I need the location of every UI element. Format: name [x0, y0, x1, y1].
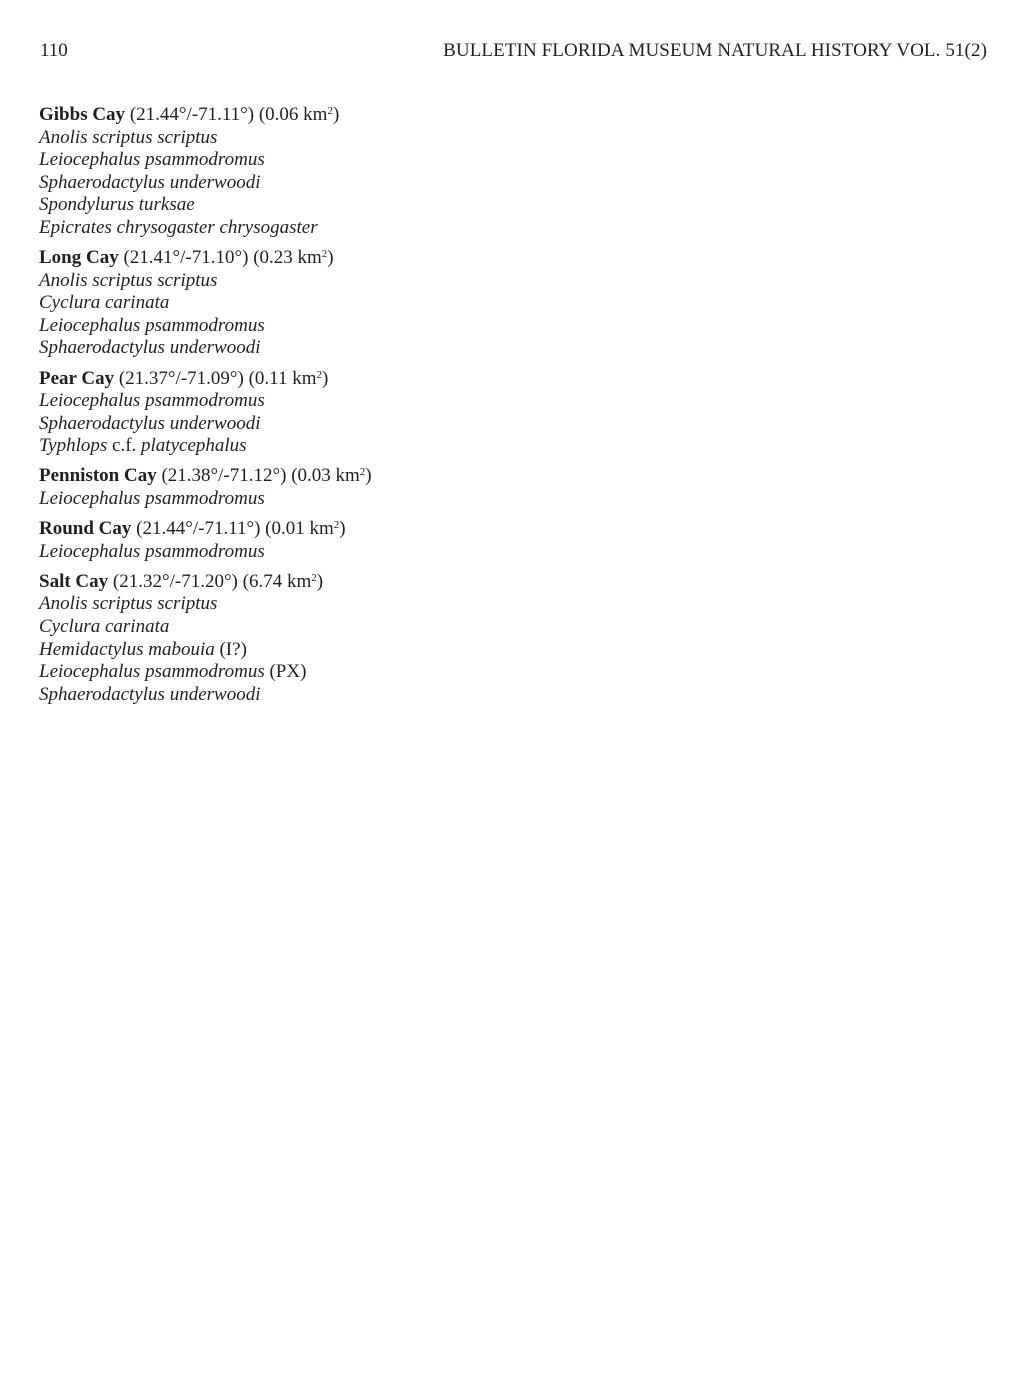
- species-item: [39, 217, 639, 240]
- species-name: Spondylurus turksae: [39, 194, 195, 216]
- species-item: [39, 661, 639, 684]
- species-item: [39, 639, 639, 662]
- area-value: (6.74 km: [242, 570, 312, 592]
- species-name: Leiocephalus psammodromus: [39, 149, 265, 171]
- island-area: [259, 104, 339, 125]
- species-item: [39, 413, 639, 436]
- area-superscript: 2: [311, 571, 317, 584]
- species-name: Sphaerodactylus underwoodi: [39, 337, 261, 359]
- island-entry: [39, 104, 639, 240]
- island-entry: [39, 518, 639, 563]
- island-coordinates: (21.32°/-71.20°): [112, 570, 238, 592]
- area-superscript: 2: [327, 105, 333, 117]
- island-heading: [39, 104, 639, 127]
- island-area: [253, 247, 333, 268]
- island-coordinates: (21.41°/-71.10°): [123, 247, 249, 269]
- island-heading: [39, 518, 639, 541]
- area-value: (0.03 km: [291, 465, 360, 487]
- species-item: [39, 435, 639, 458]
- species-item: [39, 292, 639, 315]
- area-value: (0.11 km: [248, 367, 317, 389]
- species-name: Sphaerodactylus underwoodi: [39, 171, 261, 193]
- species-item: [39, 315, 639, 338]
- species-item: [39, 541, 639, 564]
- species-name: Epicrates chrysogaster chrysogaster: [39, 216, 318, 238]
- island-coordinates: (21.37°/-71.09°): [118, 367, 244, 389]
- island-area: [249, 368, 329, 389]
- species-item: [39, 194, 639, 217]
- page-number: 110: [40, 40, 68, 61]
- island-name: Salt Cay: [39, 570, 109, 592]
- island-name: Long Cay: [39, 247, 119, 269]
- species-name: Anolis scriptus scriptus: [39, 593, 218, 615]
- species-name: Leiocephalus psammodromus: [39, 314, 265, 336]
- species-name: Cyclura carinata: [39, 615, 170, 637]
- island-coordinates: (21.44°/-71.11°): [129, 104, 255, 125]
- area-close: ): [327, 247, 334, 269]
- island-entry: [39, 368, 639, 458]
- island-area: [265, 518, 345, 539]
- species-item: [39, 270, 639, 293]
- island-name: Round Cay: [39, 518, 132, 540]
- island-entry: [39, 571, 639, 707]
- species-name: Leiocephalus psammodromus: [39, 390, 265, 412]
- island-area: [243, 571, 323, 592]
- species-item: [39, 337, 639, 360]
- island-entry: [39, 465, 639, 510]
- species-note: c.f.: [112, 435, 137, 457]
- species-item: [39, 488, 639, 511]
- area-close: ): [365, 465, 372, 487]
- area-close: ): [321, 367, 329, 389]
- island-heading: [39, 368, 639, 391]
- area-superscript: 2: [321, 248, 328, 261]
- species-item: [39, 684, 639, 707]
- island-heading: [39, 247, 639, 270]
- species-item: [39, 390, 639, 413]
- area-superscript: 2: [359, 466, 366, 479]
- island-name: Penniston Cay: [39, 465, 157, 487]
- species-name: Leiocephalus psammodromus: [39, 488, 265, 509]
- island-name: Pear Cay: [39, 367, 115, 389]
- species-name: Sphaerodactylus underwoodi: [39, 412, 261, 434]
- species-item: [39, 616, 639, 639]
- species-name: Hemidactylus mabouia: [39, 638, 215, 660]
- area-close: ): [332, 104, 340, 125]
- species-name: Leiocephalus psammodromus: [39, 661, 265, 683]
- island-area: [291, 465, 371, 486]
- species-name: Anolis scriptus scriptus: [39, 269, 218, 291]
- area-superscript: 2: [316, 368, 322, 381]
- species-name: Cyclura carinata: [39, 292, 170, 314]
- area-superscript: 2: [333, 519, 340, 532]
- area-close: ): [339, 518, 346, 540]
- page-header: [40, 39, 987, 63]
- island-coordinates: (21.44°/-71.11°): [136, 518, 261, 540]
- area-value: (0.06 km: [258, 104, 328, 125]
- species-item: [39, 172, 639, 195]
- species-name-epithet: platycephalus: [141, 435, 247, 457]
- island-coordinates: (21.38°/-71.12°): [161, 465, 287, 487]
- species-item: [39, 127, 639, 150]
- species-name: Anolis scriptus scriptus: [39, 126, 218, 148]
- area-value: (0.23 km: [253, 247, 322, 269]
- island-heading: [39, 571, 639, 594]
- species-name: Typhlops: [39, 435, 108, 457]
- island-name: Gibbs Cay: [39, 104, 126, 125]
- island-heading: [39, 465, 639, 488]
- species-item: [39, 593, 639, 616]
- species-note: (PX): [269, 661, 307, 683]
- species-note: (I?): [219, 638, 247, 660]
- island-entry: [39, 247, 639, 360]
- running-head: BULLETIN FLORIDA MUSEUM NATURAL HISTORY VOL. 51(2): [443, 40, 987, 61]
- species-name: Leiocephalus psammodromus: [39, 540, 265, 562]
- area-close: ): [316, 570, 324, 592]
- area-value: (0.01 km: [265, 518, 334, 540]
- species-name: Sphaerodactylus underwoodi: [39, 683, 261, 705]
- species-item: [39, 149, 639, 172]
- island-species-list: [39, 104, 639, 714]
